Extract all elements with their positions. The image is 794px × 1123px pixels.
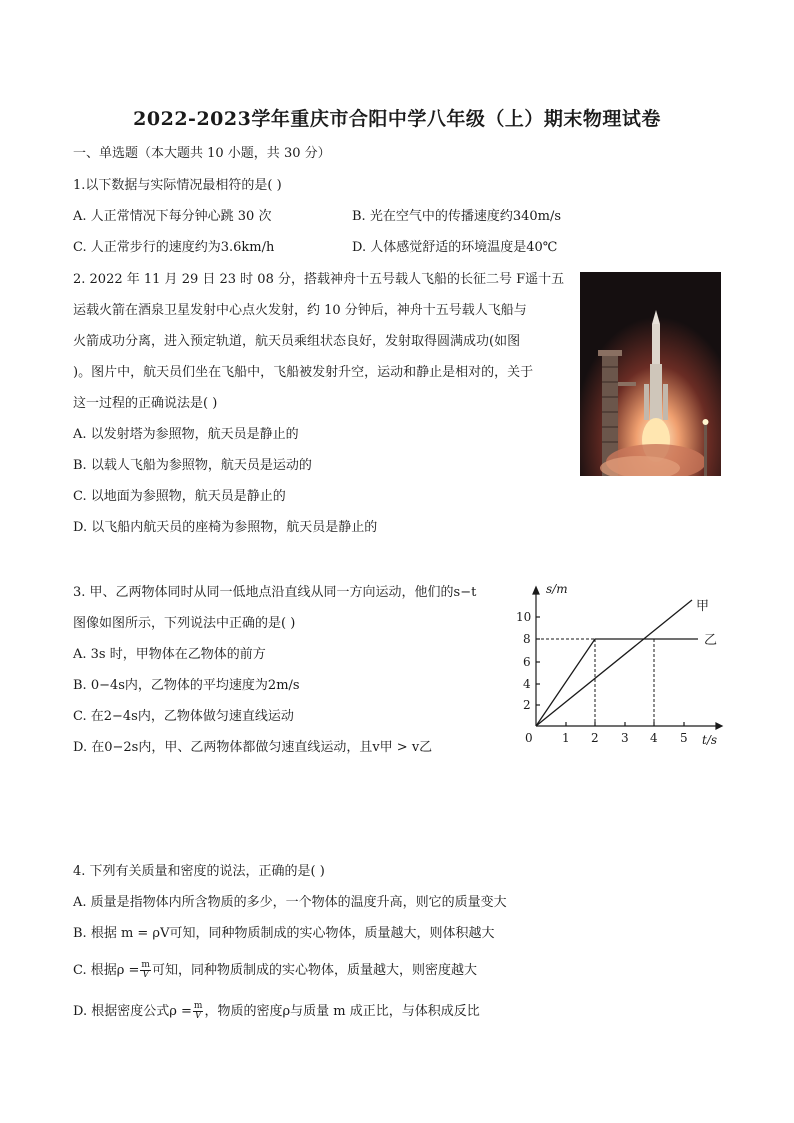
- q1-option-c: C. 人正常步行的速度约为3.6km/h: [73, 240, 275, 255]
- line-yi: [536, 639, 698, 726]
- y-axis-label: s/m: [546, 582, 568, 596]
- q3-option-b: B. 0−4s内，乙物体的平均速度为2m/s: [73, 678, 300, 693]
- q3-line-2: 图像如图所示，下列说法中正确的是( ): [73, 616, 296, 631]
- x-tick-4: 4: [650, 731, 658, 745]
- y-axis-arrow: [533, 587, 539, 594]
- q4-c-suffix: 可知，同种物质制成的实心物体，质量越大，则密度越大: [151, 963, 477, 978]
- x-tick-3: 3: [621, 731, 629, 745]
- exam-title: 2022-2023学年重庆市合阳中学八年级（上）期末物理试卷: [133, 108, 661, 130]
- q2-line-4: )。图片中，航天员们坐在飞船中，飞船被发射升空，运动和静止是相对的，关于: [73, 365, 534, 380]
- q1-stem: 1.以下数据与实际情况最相符的是( ): [73, 178, 282, 193]
- q4-d-fraction: [193, 1002, 204, 1021]
- q2-line-5: 这一过程的正确说法是( ): [73, 396, 218, 411]
- y-tick-10: 10: [516, 610, 532, 624]
- y-tick-8: 8: [523, 632, 531, 646]
- y-tick-4: 4: [523, 677, 531, 691]
- q4-option-b: B. 根据 m = ρV可知，同种物质制成的实心物体，质量越大，则体积越大: [73, 926, 495, 941]
- rocket-launch-photo: [580, 272, 721, 476]
- q4-c-denominator: V: [142, 970, 149, 980]
- origin-label: 0: [525, 731, 533, 745]
- q4-option-c: [73, 961, 477, 980]
- q4-d-denominator: V: [194, 1011, 202, 1021]
- q4-d-numerator: m: [193, 1001, 203, 1011]
- q1-option-d: D. 人体感觉舒适的环境温度是40℃: [352, 240, 558, 255]
- q2-line-1: 2. 2022 年 11 月 29 日 23 时 08 分，搭载神舟十五号载人飞船的长征二号 F遥十五: [73, 272, 565, 287]
- q2-option-d: D. 以飞船内航天员的座椅为参照物，航天员是静止的: [73, 520, 378, 535]
- x-tick-5: 5: [680, 731, 688, 745]
- q4-c-fraction: [140, 961, 151, 980]
- q4-d-prefix: D. 根据密度公式ρ =: [73, 1004, 192, 1019]
- q4-c-prefix: C. 根据ρ =: [73, 963, 140, 978]
- q4-c-numerator: m: [141, 960, 150, 970]
- q3-option-d: D. 在0−2s内，甲、乙两物体都做匀速直线运动，且v甲 > v乙: [73, 740, 433, 755]
- q3-option-c: C. 在2−4s内，乙物体做匀速直线运动: [73, 709, 294, 724]
- line-jia: [536, 600, 692, 726]
- x-tick-2: 2: [591, 731, 599, 745]
- q4-d-suffix: ，物质的密度ρ与质量 m 成正比，与体积成反比: [204, 1004, 480, 1019]
- label-yi: 乙: [704, 633, 718, 648]
- q2-option-b: B. 以载人飞船为参照物，航天员是运动的: [73, 458, 312, 473]
- y-tick-6: 6: [523, 655, 531, 669]
- q2-line-2: 运载火箭在酒泉卫星发射中心点火发射，约 10 分钟后，神舟十五号载人飞船与: [73, 303, 527, 318]
- q1-option-b: B. 光在空气中的传播速度约340m/s: [352, 209, 562, 224]
- section-heading: 一、单选题（本大题共 10 小题，共 30 分）: [73, 146, 331, 161]
- y-tick-2: 2: [523, 698, 531, 712]
- q2-option-a: A. 以发射塔为参照物，航天员是静止的: [73, 427, 299, 442]
- q2-line-3: 火箭成功分离，进入预定轨道，航天员乘组状态良好，发射取得圆满成功(如图: [73, 334, 521, 349]
- q4-option-d: [73, 1002, 480, 1021]
- s-t-graph: [512, 578, 734, 752]
- x-axis-arrow: [716, 723, 722, 729]
- x-axis-label: t/s: [702, 733, 718, 747]
- q1-option-a: A. 人正常情况下每分钟心跳 30 次: [73, 209, 272, 224]
- q4-option-a: A. 质量是指物体内所含物质的多少，一个物体的温度升高，则它的质量变大: [73, 895, 507, 910]
- q3-option-a: A. 3s 时，甲物体在乙物体的前方: [73, 647, 266, 662]
- label-jia: 甲: [696, 599, 710, 614]
- q4-stem: 4. 下列有关质量和密度的说法，正确的是( ): [73, 864, 325, 879]
- x-tick-1: 1: [562, 731, 570, 745]
- q2-option-c: C. 以地面为参照物，航天员是静止的: [73, 489, 286, 504]
- q3-line-1: 3. 甲、乙两物体同时从同一低地点沿直线从同一方向运动，他们的s−t: [73, 585, 477, 600]
